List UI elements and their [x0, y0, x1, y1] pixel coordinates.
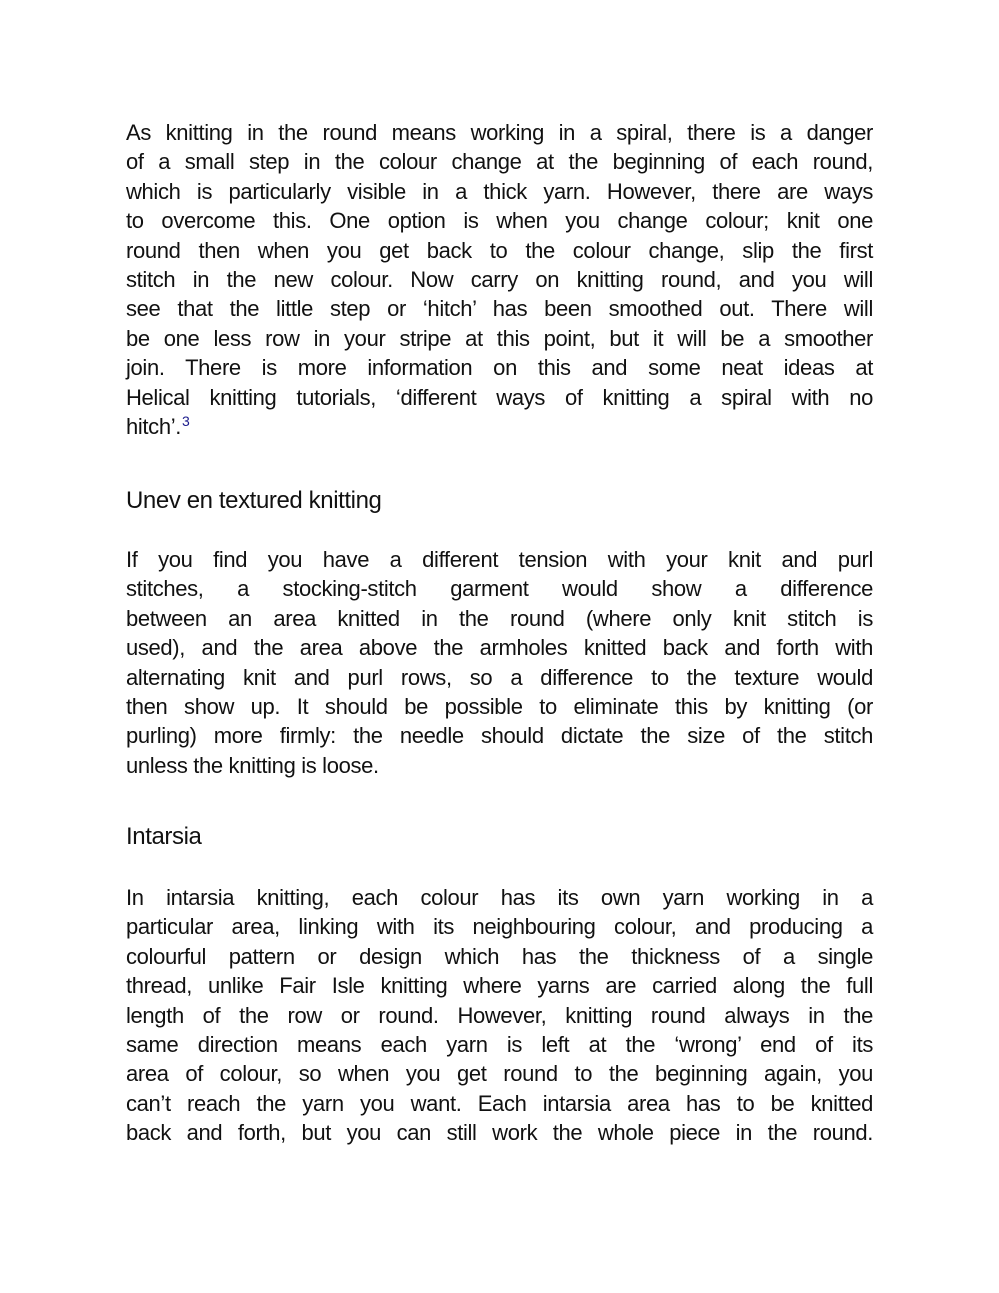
text-line: join. There is more information on this and some neat ideas at	[126, 355, 873, 381]
text-line: same direction means each yarn is left at the ‘wrong’ end of its	[126, 1031, 873, 1057]
text-line: used), and the area above the armholes knitted back and forth with	[126, 635, 873, 661]
text-line: If you find you have a different tension with your knit and purl	[126, 547, 873, 572]
text-line: length of the row or round. However, knitting round always in the	[126, 1002, 873, 1028]
section-heading-intarsia: Intarsia	[126, 823, 202, 850]
text-line: between an area knitted in the round (where only knit stitch is	[126, 605, 873, 631]
text-line: colourful pattern or design which has the thickness of a single	[126, 943, 873, 969]
text-line: thread, unlike Fair Isle knitting where yarns are carried along the full	[126, 973, 873, 999]
paragraph-spiral-colour-change	[126, 118, 873, 441]
text-line: Helical knitting tutorials, ‘different ways of knitting a spiral with no	[126, 384, 873, 410]
footnote-reference-link[interactable]: 3	[182, 412, 190, 429]
text-line: see that the little step or ‘hitch’ has been smoothed out. There will	[126, 296, 873, 322]
text-line: can’t reach the yarn you want. Each intarsia area has to be knitted	[126, 1090, 873, 1116]
text-line: area of colour, so when you get round to the beginning again, you	[126, 1061, 873, 1087]
text-line: stitch in the new colour. Now carry on knitting round, and you will	[126, 266, 873, 292]
text-line-last	[126, 412, 873, 441]
text-line: stitches, a stocking-stitch garment would show a difference	[126, 576, 873, 602]
text-line: particular area, linking with its neighbouring colour, and producing a	[126, 914, 873, 940]
text-line: then show up. It should be possible to eliminate this by knitting (or	[126, 693, 873, 719]
text-line: alternating knit and purl rows, so a difference to the texture would	[126, 664, 873, 690]
text-line-content: hitch’.	[126, 413, 182, 439]
text-line: In intarsia knitting, each colour has its own yarn working in a	[126, 885, 873, 910]
paragraph-intarsia	[126, 883, 873, 1148]
text-line: of a small step in the colour change at the beginning of each round,	[126, 149, 873, 175]
text-line: which is particularly visible in a thick yarn. However, there are ways	[126, 178, 873, 204]
text-line: purling) more firmly: the needle should dictate the size of the stitch	[126, 723, 873, 749]
text-line: be one less row in your stripe at this point, but it will be a smoother	[126, 325, 873, 351]
text-line-last: unless the knitting is loose.	[126, 752, 379, 778]
text-line: round then when you get back to the colour change, slip the first	[126, 237, 873, 263]
text-line: back and forth, but you can still work the whole piece in the round.	[126, 1120, 873, 1146]
text-line: As knitting in the round means working in a spiral, there is a danger	[126, 120, 873, 145]
section-heading-uneven-textured-knitting: Unev en textured knitting	[126, 487, 382, 514]
text-line: to overcome this. One option is when you change colour; knit one	[126, 208, 873, 234]
paragraph-uneven-texture	[126, 545, 873, 780]
